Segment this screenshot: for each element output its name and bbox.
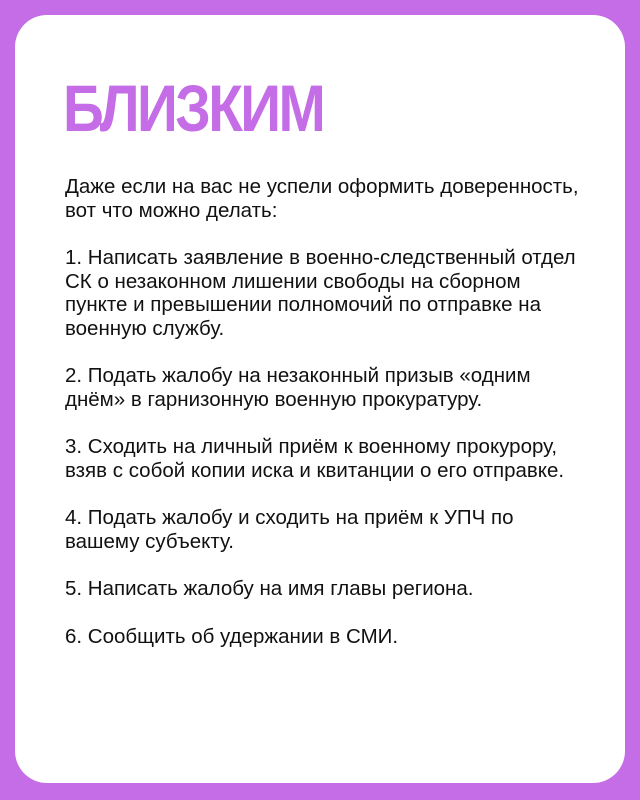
- list-item-6: 6. Сообщить об удержании в СМИ.: [65, 624, 399, 648]
- list-item-4: 4. Подать жалобу и сходить на приём к УПЧ по вашему субъекту.: [65, 506, 514, 553]
- list-item-5: 5. Написать жалобу на имя главы региона.: [65, 577, 474, 600]
- card-content: [65, 175, 585, 648]
- info-card: [15, 15, 625, 783]
- list-item-1: 1. Написать заявление в военно-следственный отдел СК о незаконном лишении свободы на сборном пункте и превышении полномочий по отправке на военную службу.: [65, 246, 576, 340]
- list-item-3: 3. Сходить на личный приём к военному прокурору, взяв с собой копии иска и квитанции о его отправке.: [65, 435, 565, 482]
- intro-text: Даже если на вас не успели оформить доверенность, вот что можно делать:: [65, 175, 579, 222]
- list-item-2: 2. Подать жалобу на незаконный призыв «одним днём» в гарнизонную военную прокуратуру.: [65, 364, 531, 411]
- card-title: БЛИЗКИМ: [63, 71, 324, 145]
